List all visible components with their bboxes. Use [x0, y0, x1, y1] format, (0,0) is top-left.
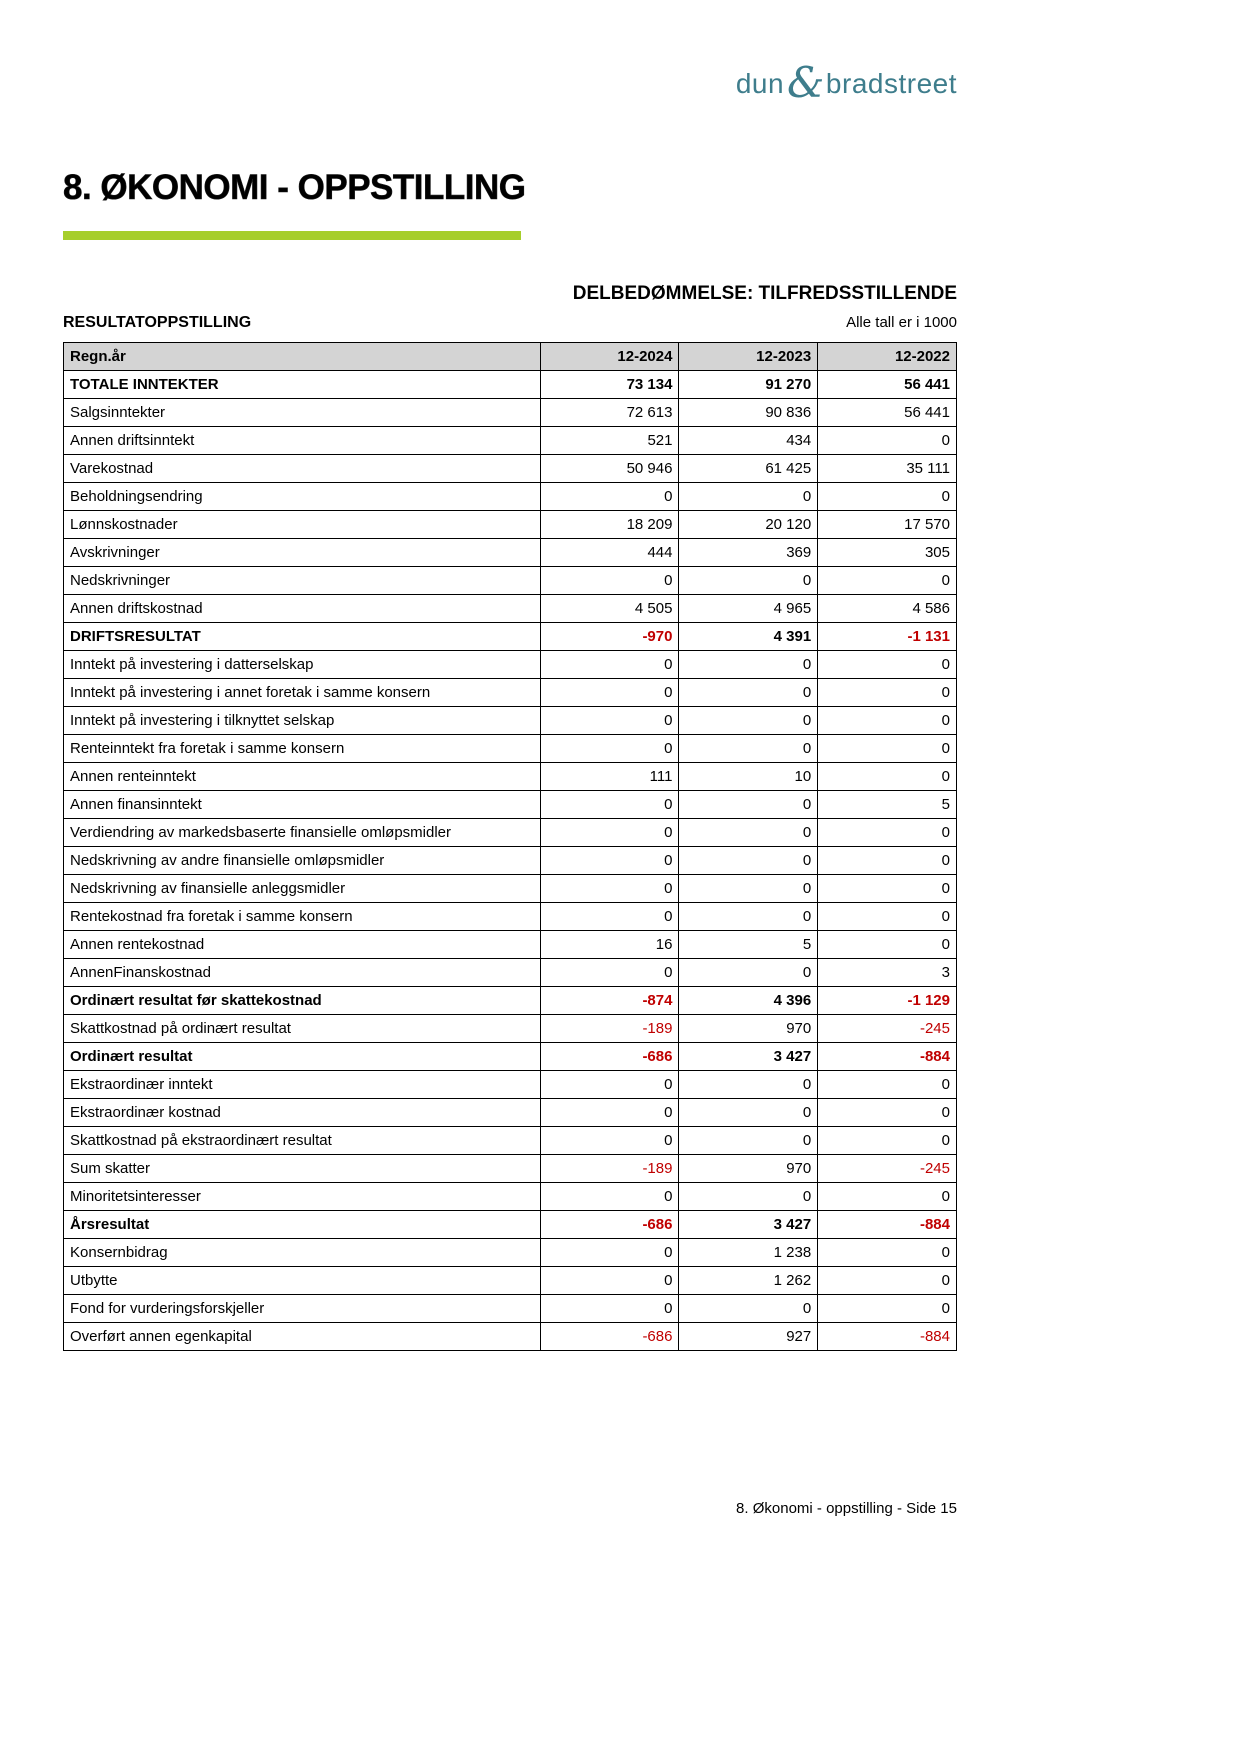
cell-value: 72 613: [540, 399, 679, 427]
row-label: Annen driftsinntekt: [64, 427, 541, 455]
table-row: [64, 539, 957, 567]
cell-value: 0: [818, 483, 957, 511]
table-row: [64, 679, 957, 707]
cell-value: 0: [818, 931, 957, 959]
cell-value: 0: [679, 567, 818, 595]
cell-value: 90 836: [679, 399, 818, 427]
row-label: Ordinært resultat: [64, 1043, 541, 1071]
cell-value: -686: [540, 1211, 679, 1239]
cell-value: 73 134: [540, 371, 679, 399]
table-row: [64, 875, 957, 903]
table-row: [64, 1127, 957, 1155]
col-header-year: 12-2023: [679, 343, 818, 371]
table-row: [64, 1155, 957, 1183]
cell-value: 1 238: [679, 1239, 818, 1267]
cell-value: 0: [818, 1183, 957, 1211]
cell-value: 0: [679, 959, 818, 987]
cell-value: 0: [679, 847, 818, 875]
table-row: [64, 847, 957, 875]
row-label: DRIFTSRESULTAT: [64, 623, 541, 651]
table-row: [64, 1239, 957, 1267]
accent-bar: [63, 231, 521, 240]
cell-value: 16: [540, 931, 679, 959]
row-label: TOTALE INNTEKTER: [64, 371, 541, 399]
cell-value: 56 441: [818, 371, 957, 399]
logo-text-dun: dun: [735, 68, 785, 99]
cell-value: 0: [540, 1183, 679, 1211]
table-row: [64, 791, 957, 819]
cell-value: -884: [818, 1323, 957, 1351]
row-label: Årsresultat: [64, 1211, 541, 1239]
cell-value: 0: [818, 1295, 957, 1323]
cell-value: -1 129: [818, 987, 957, 1015]
cell-value: 0: [679, 707, 818, 735]
cell-value: -1 131: [818, 623, 957, 651]
table-row: [64, 735, 957, 763]
cell-value: 0: [679, 735, 818, 763]
cell-value: 91 270: [679, 371, 818, 399]
cell-value: 0: [679, 903, 818, 931]
row-label: Minoritetsinteresser: [64, 1183, 541, 1211]
cell-value: 0: [679, 1071, 818, 1099]
cell-value: 35 111: [818, 455, 957, 483]
cell-value: 0: [818, 1071, 957, 1099]
row-label: Ordinært resultat før skattekostnad: [64, 987, 541, 1015]
cell-value: 1 262: [679, 1267, 818, 1295]
cell-value: 305: [818, 539, 957, 567]
cell-value: 0: [818, 651, 957, 679]
cell-value: 0: [818, 427, 957, 455]
cell-value: 0: [540, 483, 679, 511]
cell-value: 4 505: [540, 595, 679, 623]
table-row: [64, 623, 957, 651]
cell-value: 0: [540, 1099, 679, 1127]
table-row: [64, 455, 957, 483]
table-row: [64, 371, 957, 399]
cell-value: -686: [540, 1323, 679, 1351]
cell-value: 0: [679, 819, 818, 847]
cell-value: -189: [540, 1015, 679, 1043]
cell-value: 0: [540, 1267, 679, 1295]
table-title: RESULTATOPPSTILLING: [63, 314, 252, 331]
cell-value: 0: [540, 679, 679, 707]
row-label: Annen driftskostnad: [64, 595, 541, 623]
cell-value: 0: [818, 903, 957, 931]
col-header-label: Regn.år: [64, 343, 541, 371]
row-label: Annen renteinntekt: [64, 763, 541, 791]
cell-value: 0: [818, 679, 957, 707]
cell-value: 4 965: [679, 595, 818, 623]
table-row: [64, 819, 957, 847]
cell-value: 0: [679, 1099, 818, 1127]
cell-value: 0: [818, 1127, 957, 1155]
cell-value: 970: [679, 1015, 818, 1043]
col-header-year: 12-2022: [818, 343, 957, 371]
cell-value: 0: [818, 567, 957, 595]
row-label: Inntekt på investering i annet foretak i samme konsern: [64, 679, 541, 707]
cell-value: 0: [818, 819, 957, 847]
row-label: Beholdningsendring: [64, 483, 541, 511]
table-row: [64, 763, 957, 791]
cell-value: 111: [540, 763, 679, 791]
cell-value: -970: [540, 623, 679, 651]
cell-value: 0: [818, 1239, 957, 1267]
row-label: Annen finansinntekt: [64, 791, 541, 819]
table-row: [64, 427, 957, 455]
row-label: Lønnskostnader: [64, 511, 541, 539]
table-row: [64, 1183, 957, 1211]
cell-value: 927: [679, 1323, 818, 1351]
row-label: Sum skatter: [64, 1155, 541, 1183]
cell-value: 444: [540, 539, 679, 567]
table-row: [64, 1267, 957, 1295]
row-label: Nedskrivninger: [64, 567, 541, 595]
row-label: Nedskrivning av andre finansielle omløpsmidler: [64, 847, 541, 875]
cell-value: 0: [540, 959, 679, 987]
cell-value: 0: [540, 819, 679, 847]
cell-value: 0: [679, 1183, 818, 1211]
table-row: [64, 959, 957, 987]
row-label: Fond for vurderingsforskjeller: [64, 1295, 541, 1323]
cell-value: 970: [679, 1155, 818, 1183]
table-row: [64, 1211, 957, 1239]
table-meta-row: [63, 314, 957, 332]
table-row: [64, 1323, 957, 1351]
cell-value: 521: [540, 427, 679, 455]
cell-value: 0: [540, 847, 679, 875]
row-label: Annen rentekostnad: [64, 931, 541, 959]
row-label: Ekstraordinær kostnad: [64, 1099, 541, 1127]
row-label: Salgsinntekter: [64, 399, 541, 427]
col-header-year: 12-2024: [540, 343, 679, 371]
cell-value: 0: [818, 875, 957, 903]
cell-value: -189: [540, 1155, 679, 1183]
cell-value: 434: [679, 427, 818, 455]
cell-value: 0: [818, 1267, 957, 1295]
cell-value: 0: [818, 707, 957, 735]
cell-value: 0: [540, 735, 679, 763]
dun-bradstreet-logo: dun & bradstreet: [735, 58, 957, 107]
table-row: [64, 1295, 957, 1323]
row-label: Rentekostnad fra foretak i samme konsern: [64, 903, 541, 931]
cell-value: 3 427: [679, 1043, 818, 1071]
row-label: Utbytte: [64, 1267, 541, 1295]
cell-value: -884: [818, 1043, 957, 1071]
cell-value: 0: [540, 791, 679, 819]
row-label: Inntekt på investering i tilknyttet selskap: [64, 707, 541, 735]
table-row: [64, 511, 957, 539]
table-row: [64, 707, 957, 735]
cell-value: 0: [818, 847, 957, 875]
cell-value: 3: [818, 959, 957, 987]
row-label: Nedskrivning av finansielle anleggsmidler: [64, 875, 541, 903]
row-label: Renteinntekt fra foretak i samme konsern: [64, 735, 541, 763]
cell-value: 17 570: [818, 511, 957, 539]
row-label: AnnenFinanskostnad: [64, 959, 541, 987]
table-row: [64, 1099, 957, 1127]
table-row: [64, 987, 957, 1015]
cell-value: 4 396: [679, 987, 818, 1015]
cell-value: 20 120: [679, 511, 818, 539]
cell-value: 10: [679, 763, 818, 791]
units-note: Alle tall er i 1000: [846, 314, 957, 331]
table-row: [64, 1015, 957, 1043]
cell-value: 0: [818, 735, 957, 763]
cell-value: 0: [679, 651, 818, 679]
logo-text-bradstreet: bradstreet: [825, 68, 957, 99]
cell-value: 0: [818, 763, 957, 791]
table-row: [64, 931, 957, 959]
row-label: Ekstraordinær inntekt: [64, 1071, 541, 1099]
cell-value: 0: [540, 875, 679, 903]
table-row: [64, 483, 957, 511]
cell-value: 0: [540, 1295, 679, 1323]
cell-value: 369: [679, 539, 818, 567]
cell-value: 4 586: [818, 595, 957, 623]
cell-value: -245: [818, 1015, 957, 1043]
cell-value: 0: [679, 1295, 818, 1323]
cell-value: 0: [540, 1239, 679, 1267]
cell-value: 0: [679, 483, 818, 511]
table-row: [64, 399, 957, 427]
page-footer: 8. Økonomi - oppstilling - Side 15: [736, 1500, 957, 1517]
table-row: [64, 567, 957, 595]
cell-value: 5: [818, 791, 957, 819]
cell-value: 0: [679, 791, 818, 819]
cell-value: 61 425: [679, 455, 818, 483]
cell-value: 0: [679, 875, 818, 903]
table-row: [64, 595, 957, 623]
cell-value: 0: [540, 651, 679, 679]
table-row: [64, 651, 957, 679]
table-row: [64, 903, 957, 931]
table-row: [64, 1071, 957, 1099]
cell-value: 4 391: [679, 623, 818, 651]
cell-value: 50 946: [540, 455, 679, 483]
page-title: 8. ØKONOMI - OPPSTILLING: [63, 168, 526, 207]
cell-value: -874: [540, 987, 679, 1015]
table-header-row: [64, 343, 957, 371]
row-label: Skattkostnad på ekstraordinært resultat: [64, 1127, 541, 1155]
table-row: [64, 1043, 957, 1071]
cell-value: 3 427: [679, 1211, 818, 1239]
cell-value: -884: [818, 1211, 957, 1239]
row-label: Inntekt på investering i datterselskap: [64, 651, 541, 679]
row-label: Konsernbidrag: [64, 1239, 541, 1267]
cell-value: 0: [679, 1127, 818, 1155]
row-label: Overført annen egenkapital: [64, 1323, 541, 1351]
cell-value: 0: [540, 1071, 679, 1099]
cell-value: 0: [540, 567, 679, 595]
row-label: Skattkostnad på ordinært resultat: [64, 1015, 541, 1043]
income-statement-table: [63, 342, 957, 1351]
cell-value: 0: [540, 707, 679, 735]
cell-value: 0: [818, 1099, 957, 1127]
cell-value: -686: [540, 1043, 679, 1071]
cell-value: 0: [540, 1127, 679, 1155]
assessment-heading: DELBEDØMMELSE: TILFREDSSTILLENDE: [572, 283, 957, 304]
row-label: Avskrivninger: [64, 539, 541, 567]
cell-value: 56 441: [818, 399, 957, 427]
row-label: Verdiendring av markedsbaserte finansielle omløpsmidler: [64, 819, 541, 847]
cell-value: 0: [540, 903, 679, 931]
cell-value: 0: [679, 679, 818, 707]
row-label: Varekostnad: [64, 455, 541, 483]
cell-value: 5: [679, 931, 818, 959]
cell-value: 18 209: [540, 511, 679, 539]
cell-value: -245: [818, 1155, 957, 1183]
